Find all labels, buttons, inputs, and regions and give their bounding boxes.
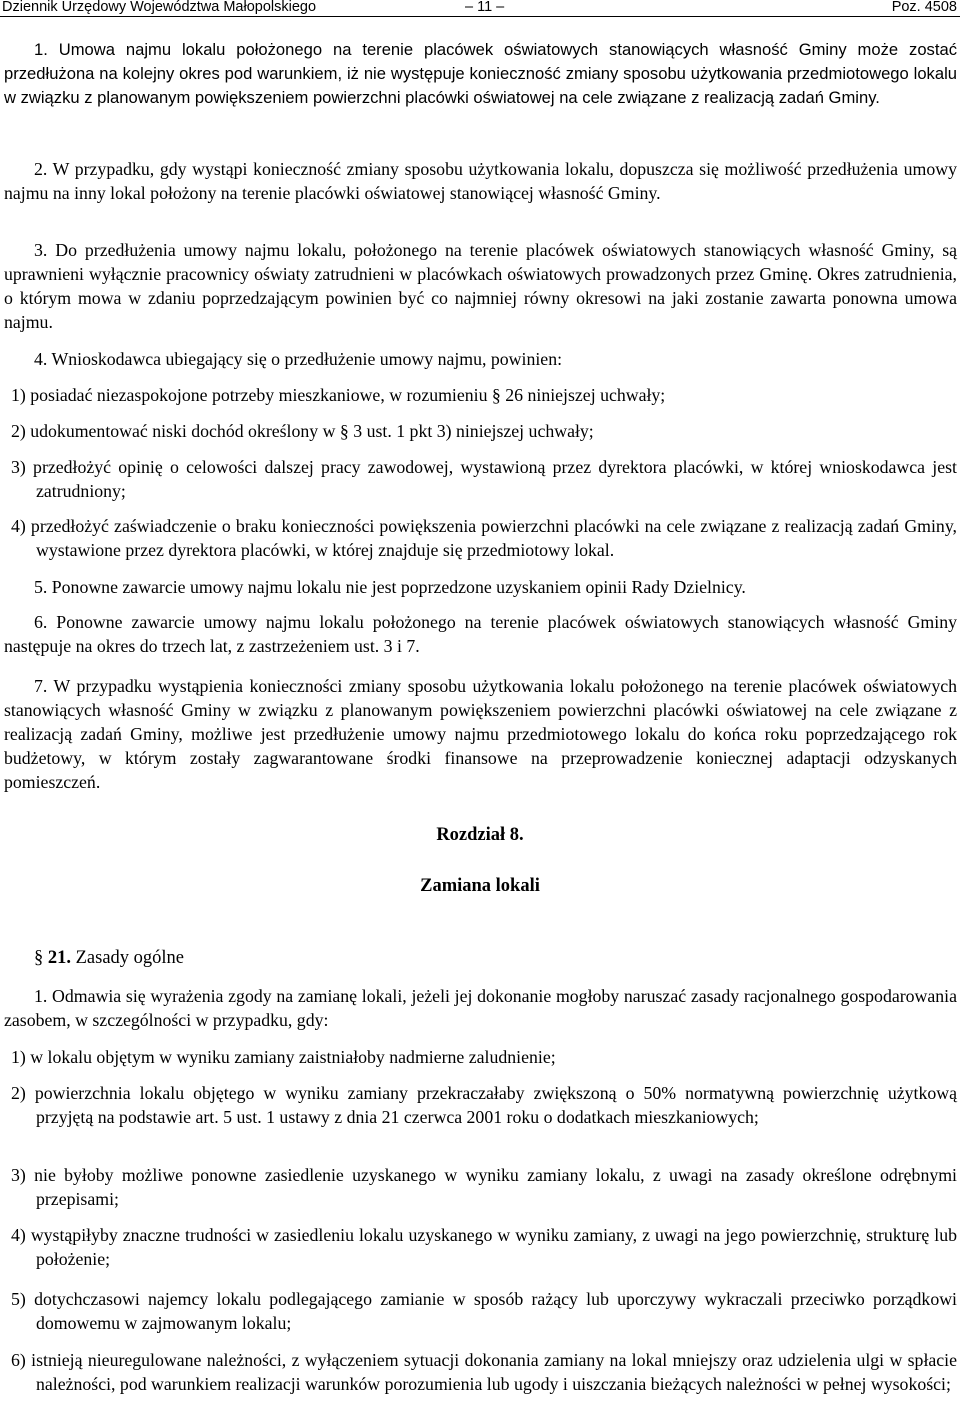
list-item: 4) wystąpiłyby znaczne trudności w zasiedleniu lokalu uzyskanego w wyniku zamiany, z uwagi na jego powierzchnię, strukturę lub położenie;: [11, 1225, 957, 1269]
section-heading: [34, 946, 184, 970]
list-item: 1) w lokalu objętym w wyniku zamiany zaistniałoby nadmierne zaludnienie;: [11, 1047, 556, 1067]
list-item-4-3: 3) przedłożyć opinię o celowości dalszej pracy zawodowej, wystawioną przez dyrektora placówki, w której wnioskodawca jest zatrudniony;: [11, 457, 957, 501]
section-number: 21.: [47, 948, 71, 968]
paragraph-1: 1. Umowa najmu lokalu położonego na terenie placówek oświatowych stanowiących własność Gminy może zostać przedłużona na kolejny okres pod warunkiem, iż nie występuje konieczność zmiany sposobu użytkowania przedmiotowego lokalu w związku z planowanym powiększeniem powierzchni placówki oświatowej na cele związane z realizacją zadań Gminy.: [4, 40, 957, 107]
list-item-4-2: 2) udokumentować niski dochód określony w § 3 ust. 1 pkt 3) niniejszej uchwały;: [11, 421, 594, 441]
list-item: 2) powierzchnia lokalu objętego w wyniku zamiany przekraczałaby zwiększoną o 50% normatywną powierzchnię użytkową przyjętą na podstawie art. 5 ust. 1 ustawy z dnia 21 czerwca 2001 roku o dodatkach mieszkaniowych;: [11, 1083, 957, 1127]
paragraph-6: 6. Ponowne zawarcie umowy najmu lokalu położonego na terenie placówek oświatowych stanowiących własność Gminy następuje na okres do trzech lat, z zastrzeżeniem ust. 3 i 7.: [4, 612, 957, 656]
list-item-4-4: 4) przedłożyć zaświadczenie o braku konieczności powiększenia powierzchni placówki na cele związane z realizacją zadań Gminy, wystawione przez dyrektora placówki, w której znajduje się przedmiotowy lokal.: [11, 516, 957, 560]
section-title: Zasady ogólne: [75, 948, 185, 968]
page-number: – 11 –: [465, 0, 505, 15]
chapter-number: Rozdział 8.: [436, 825, 524, 845]
paragraph-4: 4. Wnioskodawca ubiegający się o przedłużenie umowy najmu, powinien:: [34, 349, 563, 369]
list-item: 6) istnieją nieuregulowane należności, z wyłączeniem sytuacji dokonania zamiany na lokal mniejszy oraz udzielenia ulgi w spłacie należności, pod warunkiem realizacji warunków porozumienia lub ugody i uiszczania bieżących należności w pełnej wysokości;: [11, 1350, 957, 1394]
chapter-title: Zamiana lokali: [420, 876, 540, 896]
section-sign: §: [34, 948, 44, 968]
list-item-4-1: 1) posiadać niezaspokojone potrzeby mieszkaniowe, w rozumieniu § 26 niniejszej uchwały;: [11, 385, 666, 405]
section-21-paragraph-1: 1. Odmawia się wyrażenia zgody na zamianę lokali, jeżeli jej dokonanie mogłoby naruszać zasady racjonalnego gospodarowania zasobem, w szczególności w przypadku, gdy:: [4, 986, 957, 1030]
publication-title: Dziennik Urzędowy Województwa Małopolskiego: [2, 0, 317, 15]
paragraph-3: 3. Do przedłużenia umowy najmu lokalu, położonego na terenie placówek oświatowych stanowiących własność Gminy, są uprawnieni wyłącznie pracownicy oświaty zatrudnieni w placówkach oświatowych prowadzonych przez Gminę. Okres zatrudnienia, o którym mowa w zdaniu poprzedzającym powinien być co najmniej równy okresowi na jaki zostanie zawarta ponowna umowa najmu.: [4, 240, 957, 332]
paragraph-7: 7. W przypadku wystąpienia konieczności zmiany sposobu użytkowania lokalu położonego na terenie placówek oświatowych stanowiących własność Gminy w związku z planowanym powiększeniem powierzchni placówki oświatowej na cele związane z realizacją zadań Gminy, możliwe jest przedłużenie umowy najmu przedmiotowego lokalu do końca roku poprzedzającego rok budżetowy, w którym zostały zagwarantowane środki finansowe na przeprowadzenie koniecznej adaptacji odzyskanych pomieszczeń.: [4, 676, 957, 792]
list-item: 3) nie byłoby możliwe ponowne zasiedlenie uzyskanego w wyniku zamiany lokalu, z uwagi na zasady określone odrębnymi przepisami;: [11, 1165, 957, 1209]
paragraph-2: 2. W przypadku, gdy wystąpi konieczność zmiany sposobu użytkowania lokalu, dopuszcza się możliwość przedłużenia umowy najmu na inny lokal położony na terenie placówki oświatowej stanowiącej własność Gminy.: [4, 159, 957, 203]
paragraph-5: 5. Ponowne zawarcie umowy najmu lokalu nie jest poprzedzone uzyskaniem opinii Rady Dzielnicy.: [34, 577, 746, 597]
position-number: Poz. 4508: [891, 0, 957, 15]
page-header: [0, 0, 960, 17]
list-item: 5) dotychczasowi najemcy lokalu podlegającego zamianie w sposób rażący lub uporczywy wykraczali przeciwko porządkowi domowemu w zajmowanym lokalu;: [11, 1289, 957, 1333]
